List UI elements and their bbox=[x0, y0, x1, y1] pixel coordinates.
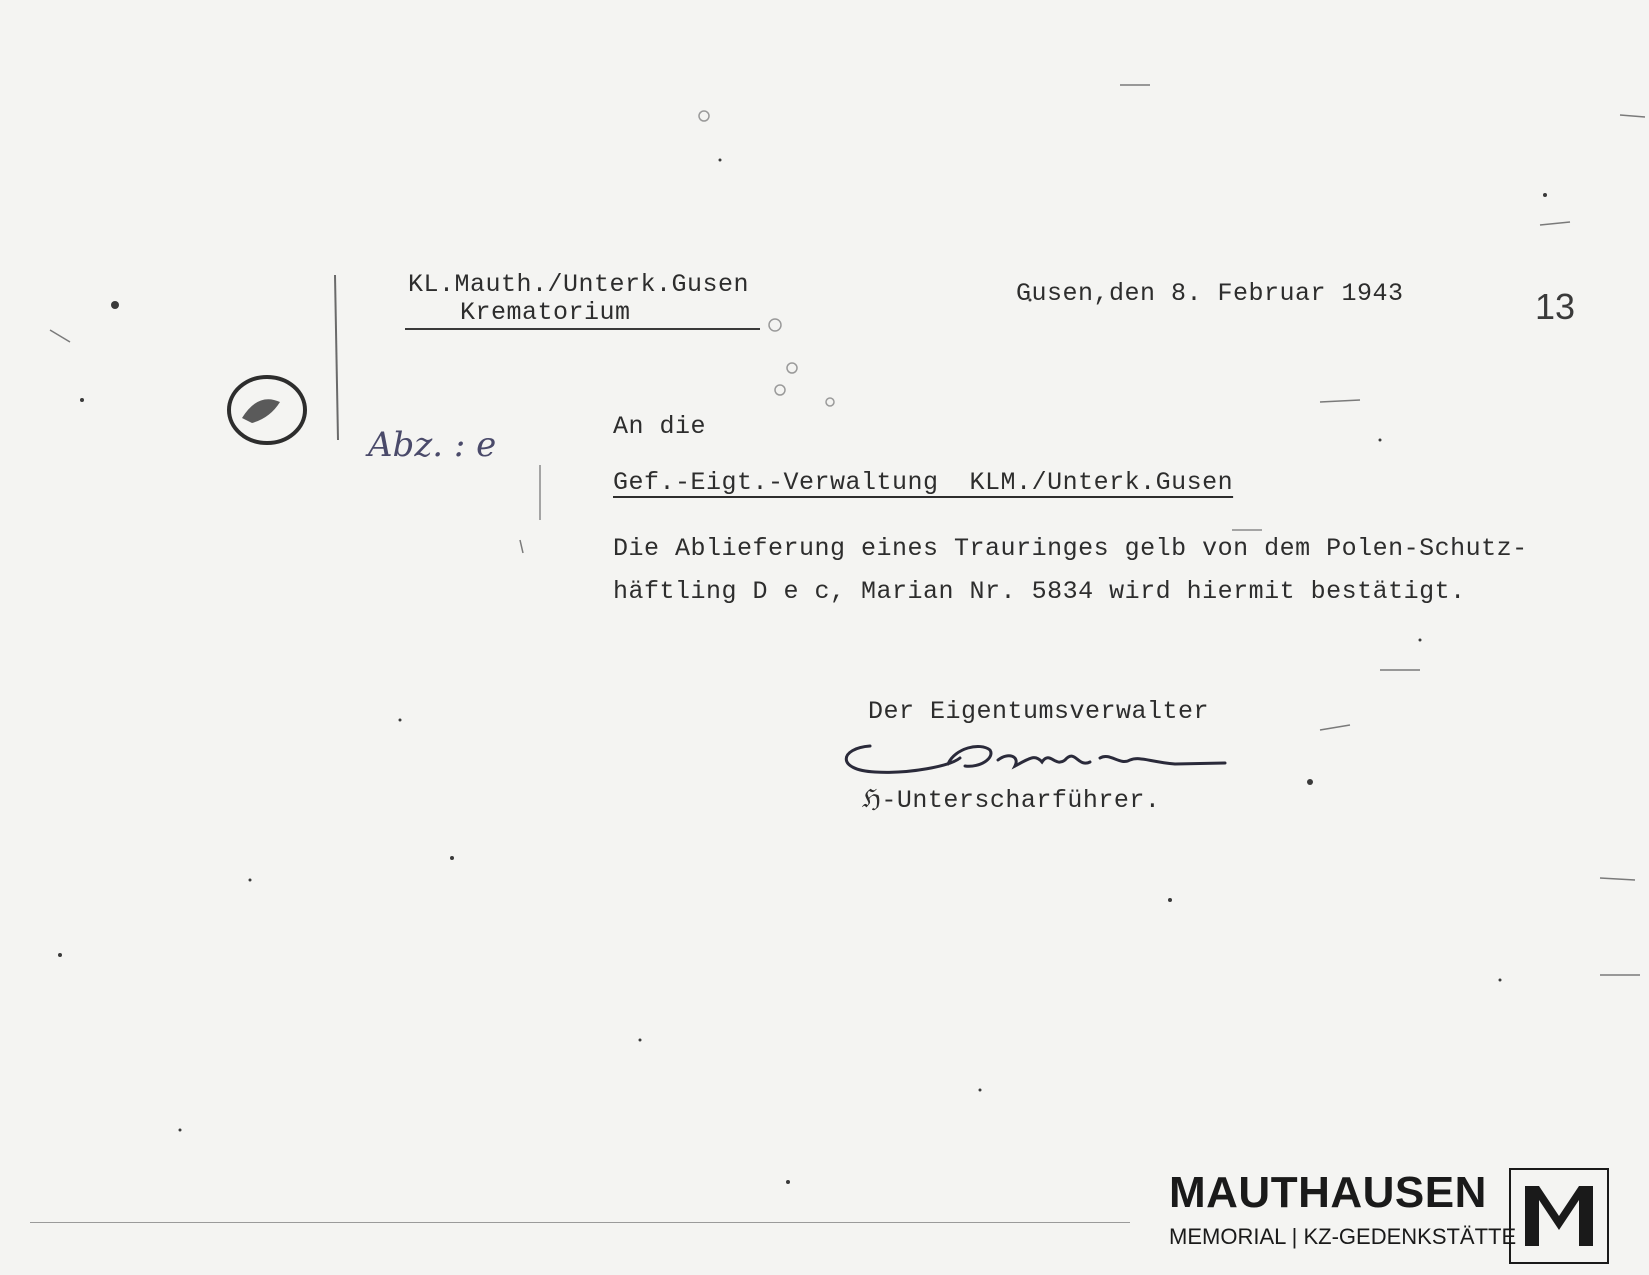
letter-date: Gusen,den 8. Februar 1943 bbox=[1016, 279, 1404, 308]
sender-underline bbox=[405, 328, 760, 330]
memorial-logo bbox=[1169, 1168, 1609, 1268]
body-line-2: häftling D e c, Marian Nr. 5834 wird hiermit bestätigt. bbox=[613, 577, 1466, 606]
salutation: An die bbox=[613, 412, 707, 441]
logo-subtitle: MEMORIAL | KZ-GEDENKSTÄTTE bbox=[1169, 1224, 1517, 1249]
sender-line: KL.Mauth./Unterk.Gusen bbox=[408, 270, 750, 299]
recipient-office: Gef.-Eigt.-Verwaltung KLM./Unterk.Gusen bbox=[613, 468, 1234, 497]
handwritten-signature bbox=[830, 728, 1230, 788]
footer-rule bbox=[30, 1222, 1130, 1223]
stamp-mark bbox=[229, 377, 305, 443]
signatory-rank: ℌ-Unterscharführer. bbox=[862, 786, 1161, 815]
page-number: 13 bbox=[1535, 286, 1576, 327]
signatory-title: Der Eigentumsverwalter bbox=[868, 697, 1210, 726]
sender-department: Krematorium bbox=[460, 298, 631, 327]
logo-m-icon bbox=[1509, 1168, 1609, 1264]
body-line-1: Die Ablieferung eines Trauringes gelb von dem Polen-Schutz- bbox=[613, 534, 1528, 563]
logo-wordmark: MAUTHAUSEN bbox=[1169, 1168, 1487, 1217]
handwritten-margin-note: Abz. : e bbox=[368, 425, 497, 465]
